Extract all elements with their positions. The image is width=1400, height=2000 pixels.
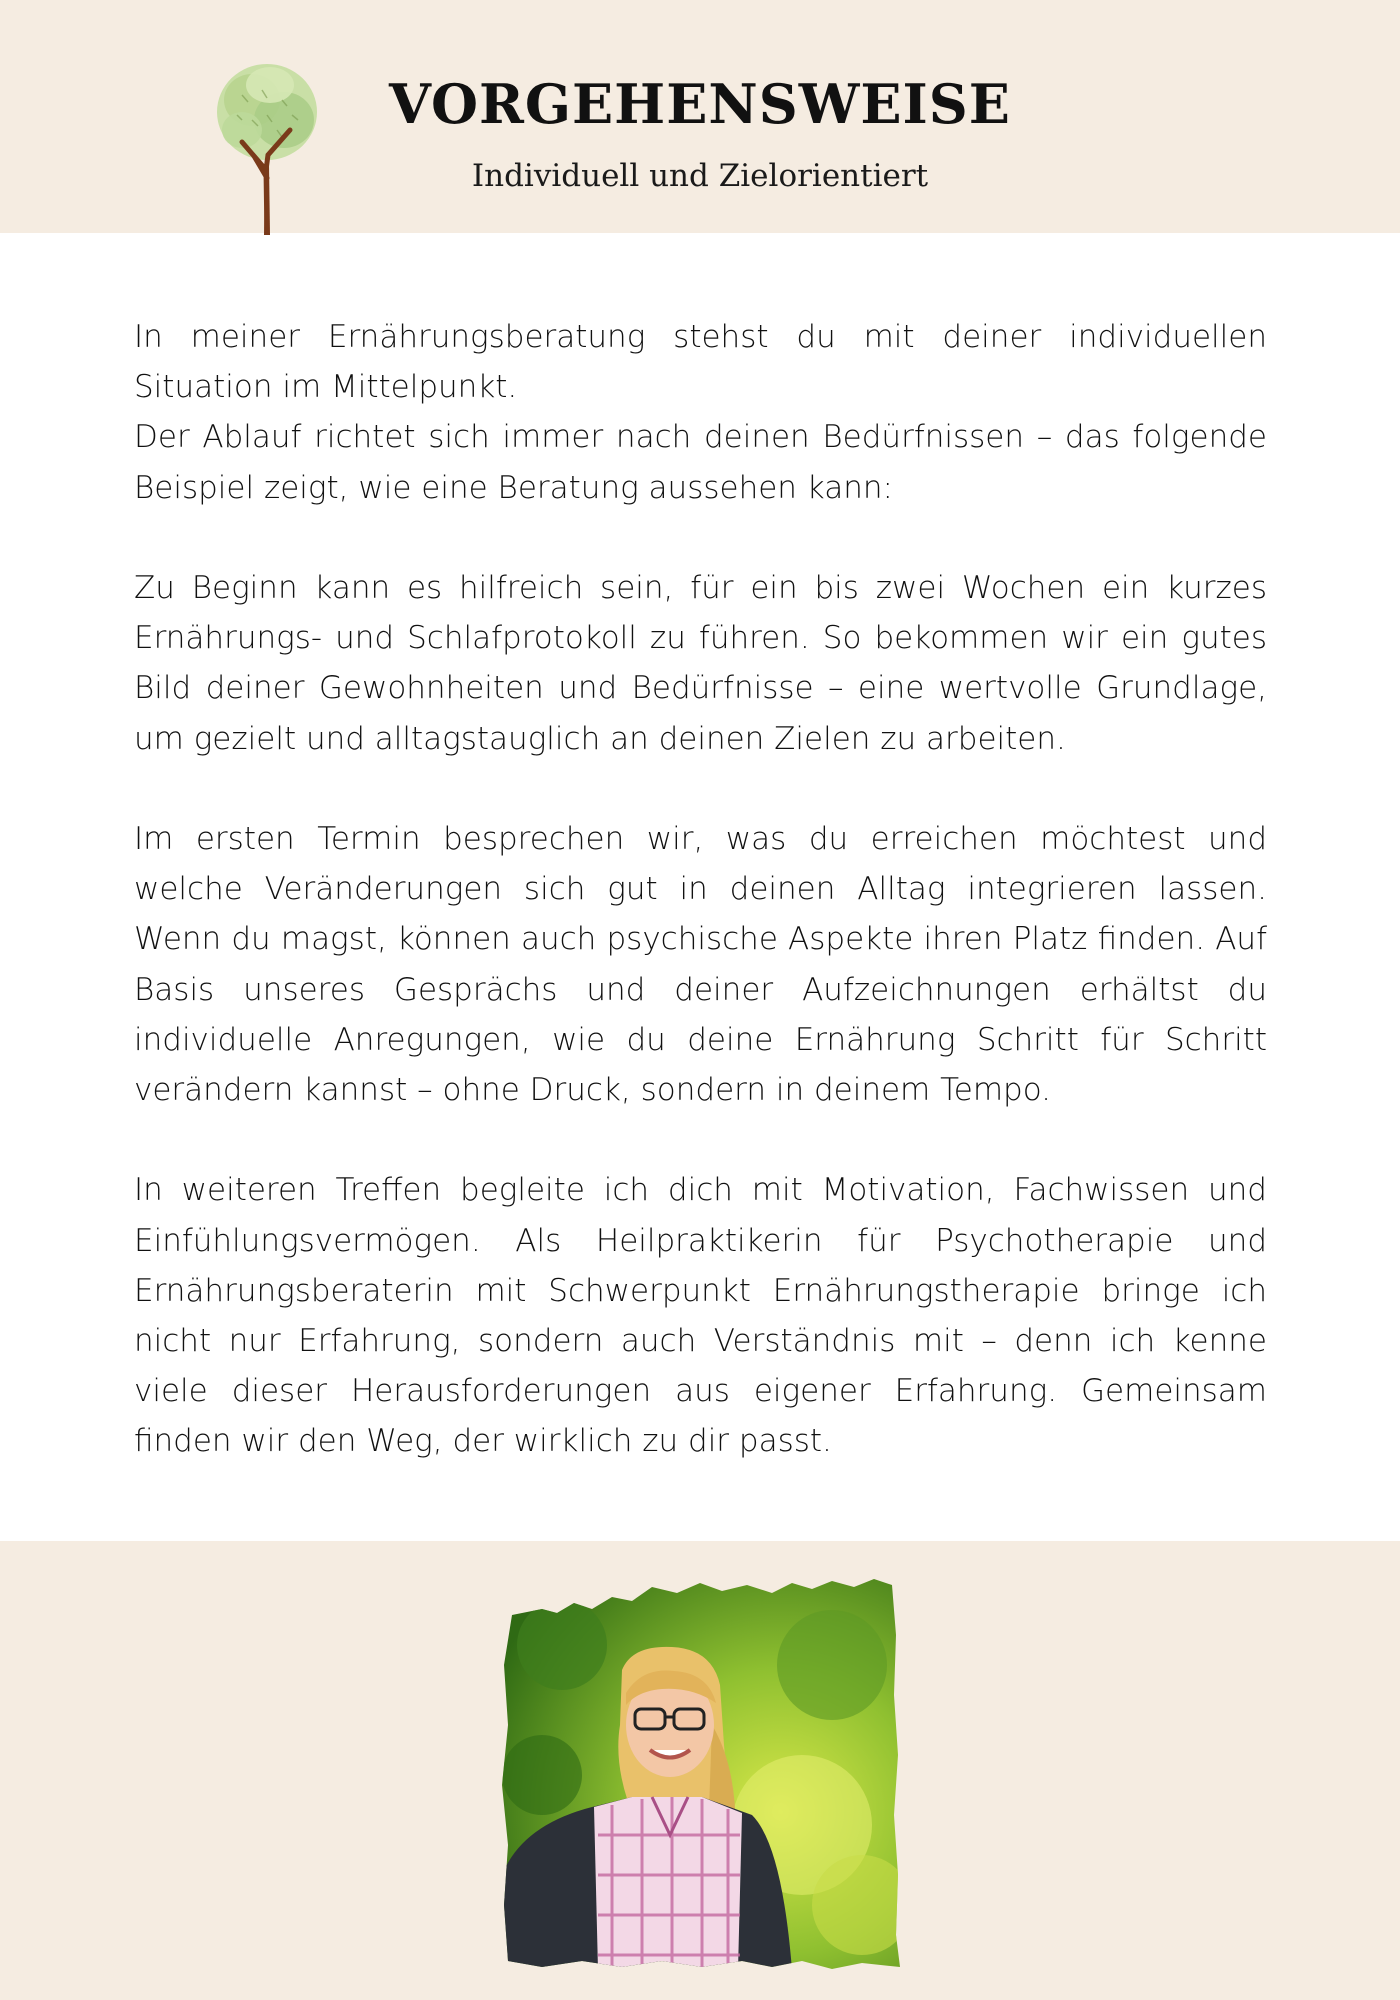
page-title: VORGEHENSWEISE xyxy=(389,72,1011,136)
paragraph-protocol: Zu Beginn kann es hilfreich sein, für ein bis zwei Wochen ein kurzes Ernährungs- und Schlafprotokoll zu führen. So bekommen wir ein gutes Bild deiner Gewohnheiten und Bedürfnisse – eine wertvolle Grundlage, um gezielt und alltagstauglich an deinen Zielen zu arbeiten. xyxy=(134,570,1267,757)
paragraph-first-meeting: Im ersten Termin besprechen wir, was du erreichen möchtest und welche Veränderungen sich gut in deinen Alltag integrieren lassen. Wenn du magst, können auch psychische Aspekte ihren Platz finden. Auf Basis unseres Gesprächs und deiner Aufzeichnungen erhältst du individuelle Anregungen, wie du deine Ernährung Schritt für Schritt verändern kannst – ohne Druck, sondern in deinem Tempo. xyxy=(134,821,1267,1109)
paragraph-gap xyxy=(134,1115,1267,1165)
intro-line-2: Der Ablauf richtet sich immer nach deinen Bedürfnissen – das folgende Beispiel zeigt, wie eine Beratung aussehen kann: xyxy=(134,419,1267,506)
intro-line-1: In meiner Ernährungsberatung stehst du mit deiner individuellen Situation im Mittelpunkt. xyxy=(134,319,1267,406)
paragraph-gap xyxy=(134,513,1267,563)
paragraph-gap xyxy=(134,764,1267,814)
main-text xyxy=(134,312,1267,1467)
portrait-photo xyxy=(502,1575,900,1970)
paragraph-further-meetings: In weiteren Treffen begleite ich dich mit Motivation, Fachwissen und Einfühlungsvermögen. Als Heilpraktikerin für Psychotherapie und Ernährungsberaterin mit Schwerpunkt Ernährungstherapie bringe ich nicht nur Erfahrung, sondern auch Verständnis mit – denn ich kenne viele dieser Herausforderungen aus eigener Erfahrung. Gemeinsam finden wir den Weg, der wirklich zu dir passt. xyxy=(134,1172,1267,1460)
page-subtitle: Individuell und Zielorientiert xyxy=(471,158,929,194)
header-band xyxy=(0,0,1400,233)
